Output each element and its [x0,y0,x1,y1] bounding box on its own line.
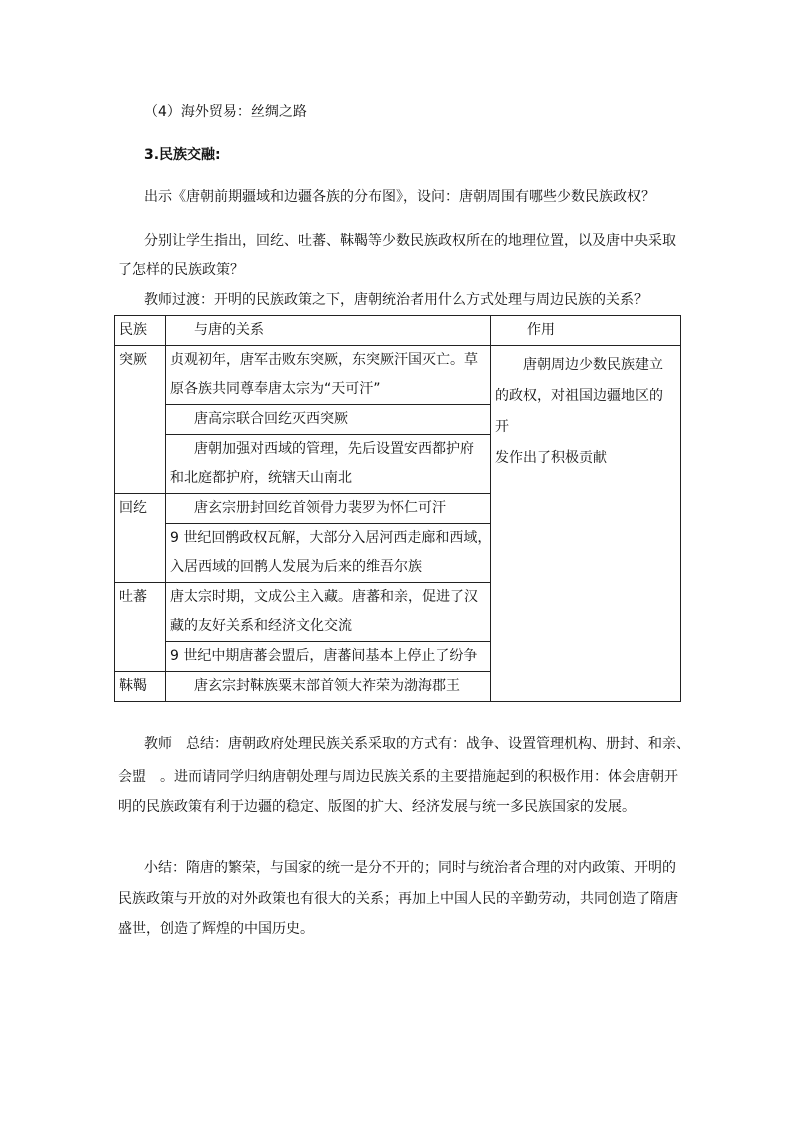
effect-line: 发作出了积极贡献 [495,450,607,466]
nation-cell-tujue: 突厥 [115,346,166,494]
ethnic-relations-table [114,315,681,702]
relation-line: 9 世纪回鹘政权瓦解，大部分入居河西走廊和西域， [170,530,492,546]
relation-line: 入居西域的回鹘人发展为后来的维吾尔族 [170,559,422,575]
relation-line: 唐太宗时期，文成公主入藏。唐蕃和亲，促进了汉 [170,589,478,605]
header-effect: 作用 [491,316,681,346]
summary-line-2: 会盟 。进而请同学归纳唐朝处理与周边民族关系的主要措施起到的积极作用：体会唐朝开 [118,769,678,785]
nation-cell-tubo: 吐蕃 [115,583,166,672]
relation-line: 唐朝加强对西域的管理，先后设置安西都护府 [194,441,474,457]
relation-cell: 唐高宗联合回纥灭西突厥 [166,405,491,435]
section-heading: 3.民族交融: [144,147,221,163]
relation-cell: 唐玄宗册封回纥首领骨力裴罗为怀仁可汗 [166,494,491,524]
conclusion-line-3: 盛世，创造了辉煌的中国历史。 [118,921,314,937]
header-relation: 与唐的关系 [166,316,491,346]
paragraph-transition: 教师过渡：开明的民族政策之下，唐朝统治者用什么方式处理与周边民族的关系？ [144,292,648,308]
nation-cell-mohe: 靺鞨 [115,672,166,702]
paragraph-point-line-1: 分别让学生指出，回纥、吐蕃、靺鞨等少数民族政权所在的地理位置，以及唐中央采取 [144,233,676,249]
relation-line: 和北庭都护府，统辖天山南北 [170,470,352,486]
paragraph-map-question: 出示《唐朝前期疆域和边疆各族的分布图》，设问：唐朝周围有哪些少数民族政权？ [144,189,655,205]
relation-cell: 9 世纪中期唐蕃会盟后，唐蕃间基本上停止了纷争 [166,642,491,672]
relation-line: 藏的友好关系和经济文化交流 [170,618,352,634]
conclusion-line-1: 小结：隋唐的繁荣，与国家的统一是分不开的；同时与统治者合理的对内政策、开明的 [144,860,676,876]
table-header-row [115,316,681,346]
table-row [115,346,681,405]
header-nation: 民族 [115,316,166,346]
paragraph-point-line-2: 了怎样的民族政策？ [118,262,244,278]
effect-cell [491,346,681,702]
relation-cell [166,524,491,583]
effect-line: 的政权，对祖国边疆地区的开 [495,388,663,435]
relation-line: 原各族共同尊奉唐太宗为“天可汗” [170,381,381,397]
relation-cell [166,583,491,642]
relation-cell [166,435,491,494]
nation-cell-huihe: 回纥 [115,494,166,583]
conclusion-line-2: 民族政策与开放的对外政策也有很大的关系；再加上中国人民的辛勤劳动，共同创造了隋唐 [118,891,678,907]
relation-line: 贞观初年，唐军击败东突厥，东突厥汗国灭亡。草 [170,352,478,368]
summary-line-1: 教师 总结：唐朝政府处理民族关系采取的方式有：战争、设置管理机构、册封、和亲、 [144,736,690,752]
effect-line: 唐朝周边少数民族建立 [523,357,663,373]
trade-item: （4）海外贸易：丝绸之路 [144,104,307,120]
relation-cell [166,346,491,405]
summary-line-3: 明的民族政策有利于边疆的稳定、版图的扩大、经济发展与统一多民族国家的发展。 [118,799,636,815]
relation-cell: 唐玄宗封靺族粟末部首领大祚荣为渤海郡王 [166,672,491,702]
